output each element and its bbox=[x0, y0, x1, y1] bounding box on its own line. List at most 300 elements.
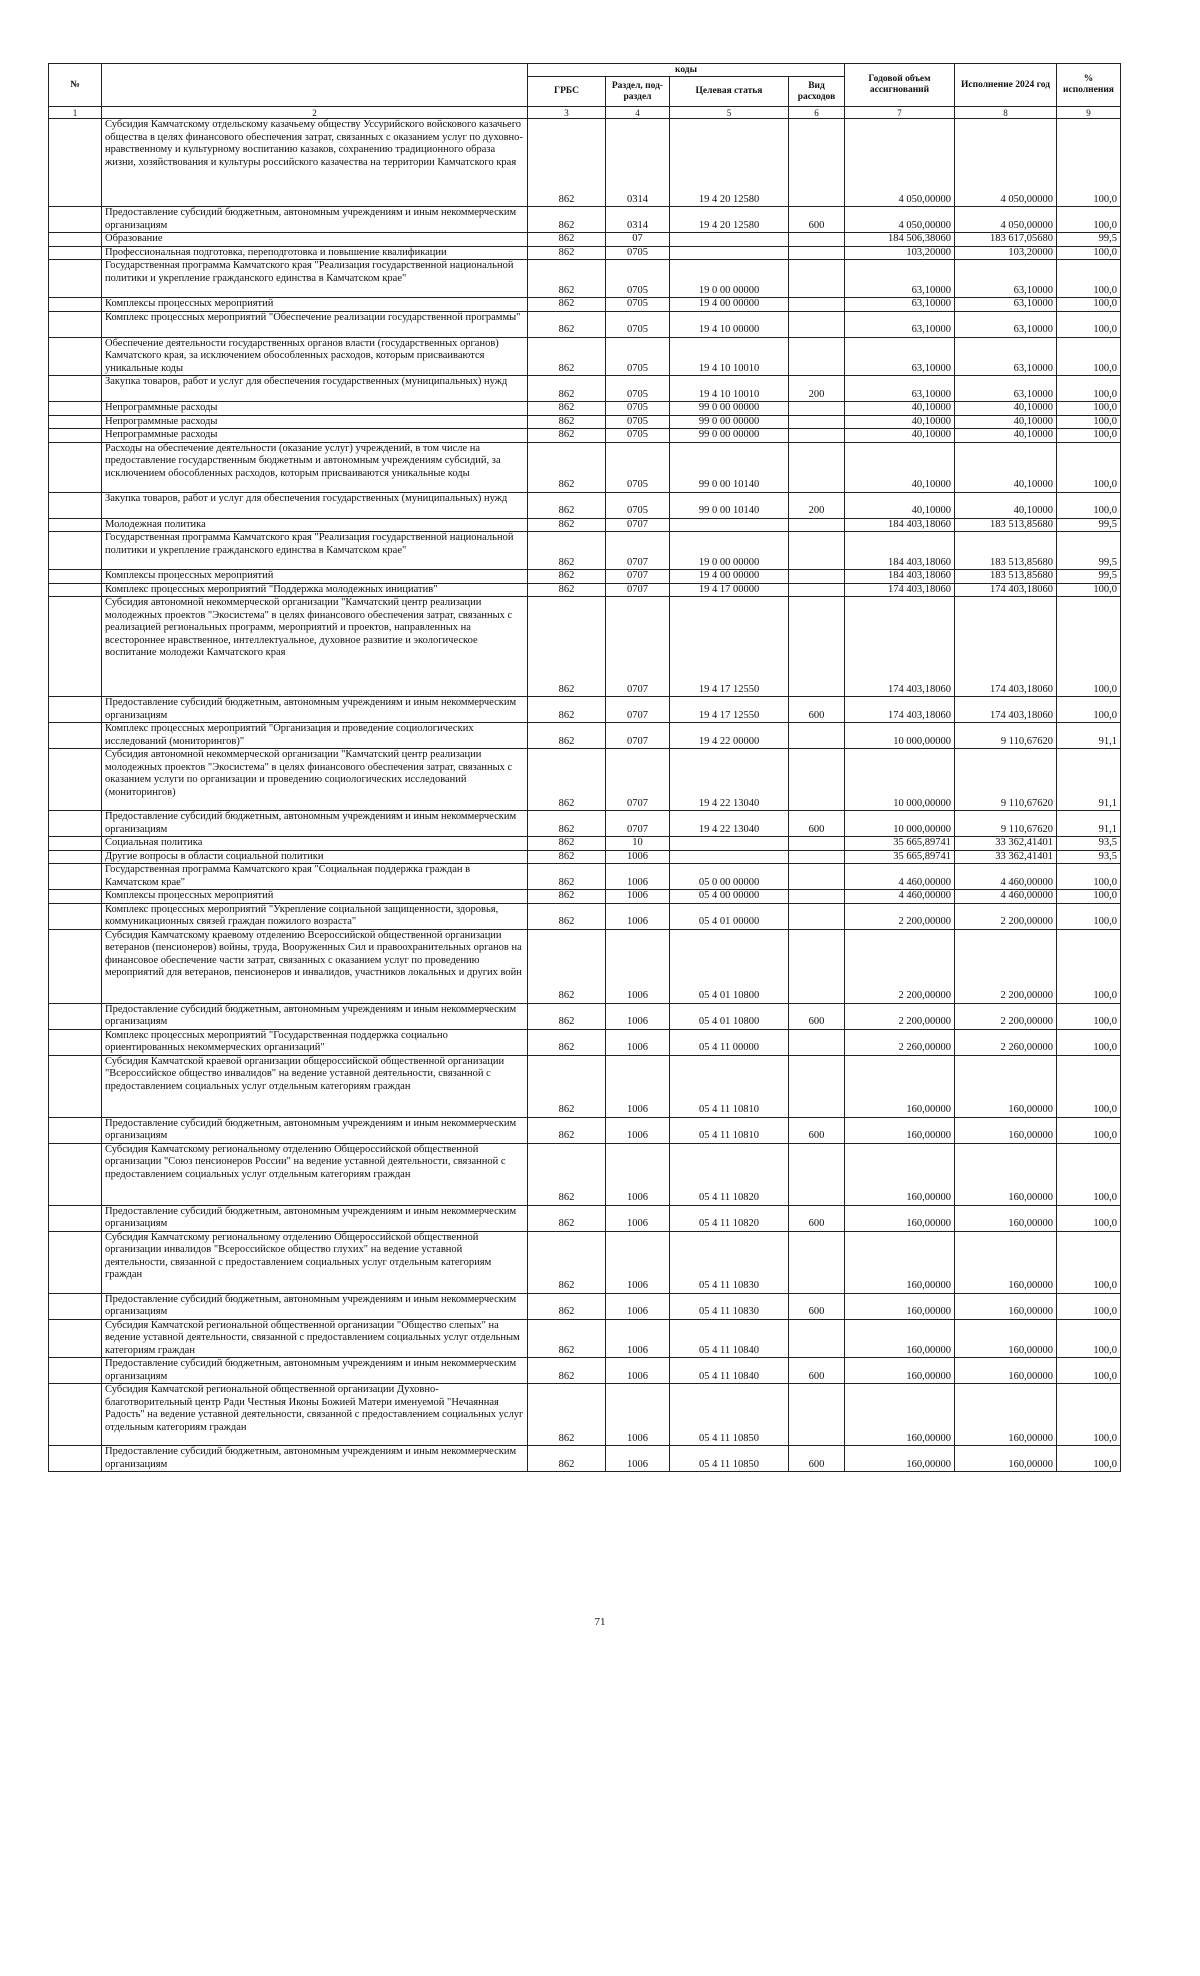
cell-grbs: 862 bbox=[528, 442, 606, 492]
cell-expense bbox=[789, 233, 845, 247]
cell-execution: 4 460,00000 bbox=[955, 864, 1057, 890]
cell-percent: 91,1 bbox=[1057, 811, 1121, 837]
cell-num bbox=[49, 1205, 102, 1231]
cell-expense bbox=[789, 597, 845, 697]
cell-section: 10 bbox=[606, 837, 670, 851]
cell-grbs: 862 bbox=[528, 1117, 606, 1143]
cell-name: Предоставление субсидий бюджетным, автономным учреждениям и иным некоммерческим организациям bbox=[102, 207, 528, 233]
cell-execution: 9 110,67620 bbox=[955, 749, 1057, 811]
cell-num bbox=[49, 260, 102, 298]
cell-name: Субсидия Камчатскому региональному отделению Общероссийской общественной организации "Союз пенсионеров России" на ведение уставной деятельности, связанной с предоставлением социальных услуг отдельным категориям граждан bbox=[102, 1143, 528, 1205]
cell-annual: 40,10000 bbox=[845, 415, 955, 429]
cell-target: 05 4 11 10840 bbox=[670, 1358, 789, 1384]
cell-num bbox=[49, 1384, 102, 1446]
cell-annual: 174 403,18060 bbox=[845, 583, 955, 597]
cell-num bbox=[49, 1293, 102, 1319]
cell-name: Обеспечение деятельности государственных органов власти (государственных органов) Камчатского края, за исключением обособленных расходов, которым присваиваются уникальные коды bbox=[102, 337, 528, 376]
cell-section: 0707 bbox=[606, 811, 670, 837]
cell-num bbox=[49, 207, 102, 233]
cell-target: 19 4 22 13040 bbox=[670, 749, 789, 811]
cell-target: 05 4 11 00000 bbox=[670, 1029, 789, 1055]
cell-percent: 93,5 bbox=[1057, 837, 1121, 851]
cell-target: 19 4 10 10010 bbox=[670, 376, 789, 402]
cell-expense: 600 bbox=[789, 1205, 845, 1231]
header-target: Целевая статья bbox=[670, 77, 789, 107]
cell-grbs: 862 bbox=[528, 311, 606, 337]
cell-grbs: 862 bbox=[528, 864, 606, 890]
cell-target: 19 4 00 00000 bbox=[670, 570, 789, 584]
cell-execution: 183 513,85680 bbox=[955, 518, 1057, 532]
cell-annual: 63,10000 bbox=[845, 260, 955, 298]
cell-expense bbox=[789, 929, 845, 1003]
cell-percent: 99,5 bbox=[1057, 532, 1121, 570]
cell-annual: 2 200,00000 bbox=[845, 903, 955, 929]
cell-name: Профессиональная подготовка, переподготовка и повышение квалификации bbox=[102, 246, 528, 260]
cell-expense: 200 bbox=[789, 492, 845, 518]
table-row bbox=[49, 246, 1121, 260]
cell-annual: 160,00000 bbox=[845, 1319, 955, 1358]
cell-target: 19 4 22 00000 bbox=[670, 723, 789, 749]
cell-percent: 100,0 bbox=[1057, 260, 1121, 298]
cell-target bbox=[670, 837, 789, 851]
table-row bbox=[49, 1319, 1121, 1358]
cell-grbs: 862 bbox=[528, 597, 606, 697]
cell-num bbox=[49, 337, 102, 376]
column-number: 1 bbox=[49, 107, 102, 119]
cell-grbs: 862 bbox=[528, 1293, 606, 1319]
cell-execution: 63,10000 bbox=[955, 311, 1057, 337]
cell-percent: 100,0 bbox=[1057, 1143, 1121, 1205]
cell-percent: 100,0 bbox=[1057, 1055, 1121, 1117]
table-row bbox=[49, 1117, 1121, 1143]
cell-num bbox=[49, 532, 102, 570]
cell-execution: 160,00000 bbox=[955, 1358, 1057, 1384]
cell-num bbox=[49, 837, 102, 851]
cell-name: Непрограммные расходы bbox=[102, 402, 528, 416]
cell-num bbox=[49, 376, 102, 402]
cell-execution: 4 460,00000 bbox=[955, 890, 1057, 904]
cell-execution: 103,20000 bbox=[955, 246, 1057, 260]
cell-section: 1006 bbox=[606, 1117, 670, 1143]
cell-target: 05 4 11 10840 bbox=[670, 1319, 789, 1358]
cell-name: Расходы на обеспечение деятельности (оказание услуг) учреждений, в том числе на предоставление государственным бюджетным и автономным учреждениям субсидий, за исключением обособленных расходов, которым присваиваются уникальные коды bbox=[102, 442, 528, 492]
cell-section: 1006 bbox=[606, 1055, 670, 1117]
cell-section: 0705 bbox=[606, 415, 670, 429]
cell-execution: 63,10000 bbox=[955, 298, 1057, 312]
cell-grbs: 862 bbox=[528, 1055, 606, 1117]
table-row bbox=[49, 697, 1121, 723]
cell-annual: 160,00000 bbox=[845, 1117, 955, 1143]
cell-expense: 600 bbox=[789, 697, 845, 723]
cell-name: Комплекс процессных мероприятий "Поддержка молодежных инициатив" bbox=[102, 583, 528, 597]
column-number: 4 bbox=[606, 107, 670, 119]
cell-expense bbox=[789, 119, 845, 207]
cell-num bbox=[49, 1358, 102, 1384]
cell-target: 05 4 01 10800 bbox=[670, 929, 789, 1003]
cell-target: 05 4 00 00000 bbox=[670, 890, 789, 904]
cell-percent: 100,0 bbox=[1057, 429, 1121, 443]
cell-target: 19 0 00 00000 bbox=[670, 532, 789, 570]
cell-percent: 100,0 bbox=[1057, 1319, 1121, 1358]
cell-expense bbox=[789, 260, 845, 298]
cell-expense bbox=[789, 1029, 845, 1055]
table-row bbox=[49, 850, 1121, 864]
cell-num bbox=[49, 518, 102, 532]
table-row bbox=[49, 570, 1121, 584]
cell-target bbox=[670, 850, 789, 864]
cell-grbs: 862 bbox=[528, 1205, 606, 1231]
table-row bbox=[49, 929, 1121, 1003]
cell-percent: 100,0 bbox=[1057, 1293, 1121, 1319]
cell-annual: 10 000,00000 bbox=[845, 811, 955, 837]
cell-name: Субсидия автономной некоммерческой организации "Камчатский центр реализации молодежных проектов "Экосистема" в целях финансового обеспечения затрат, связанных с реализацией региональных программ, мероприятий и проектов, направленных на всестороннее нравственное, интеллектуальное, духовное развитие и экологическое воспитание молодежи Камчатского края bbox=[102, 597, 528, 697]
cell-execution: 174 403,18060 bbox=[955, 597, 1057, 697]
page-number: 71 bbox=[594, 1616, 606, 1628]
cell-execution: 2 200,00000 bbox=[955, 929, 1057, 1003]
table-row bbox=[49, 260, 1121, 298]
cell-section: 0705 bbox=[606, 429, 670, 443]
cell-section: 1006 bbox=[606, 1358, 670, 1384]
cell-target: 05 0 00 00000 bbox=[670, 864, 789, 890]
table-row bbox=[49, 864, 1121, 890]
table-row bbox=[49, 1205, 1121, 1231]
cell-num bbox=[49, 583, 102, 597]
cell-section: 1006 bbox=[606, 1205, 670, 1231]
cell-annual: 4 050,00000 bbox=[845, 119, 955, 207]
cell-annual: 174 403,18060 bbox=[845, 597, 955, 697]
cell-section: 0314 bbox=[606, 207, 670, 233]
cell-name: Комплекс процессных мероприятий "Государственная поддержка социально ориентированных некоммерческих организаций" bbox=[102, 1029, 528, 1055]
cell-name: Субсидия Камчатской региональной общественной организации Духовно-благотворительный центр Ради Честныя Иконы Божией Матери именуемой "Нечаянная Радость" на ведение уставной деятельности, связанной с предоставлением социальных услуг отдельным категориям граждан bbox=[102, 1384, 528, 1446]
cell-percent: 100,0 bbox=[1057, 597, 1121, 697]
cell-target: 19 4 22 13040 bbox=[670, 811, 789, 837]
cell-annual: 4 460,00000 bbox=[845, 864, 955, 890]
cell-target: 19 0 00 00000 bbox=[670, 260, 789, 298]
cell-percent: 100,0 bbox=[1057, 311, 1121, 337]
column-number: 8 bbox=[955, 107, 1057, 119]
table-row bbox=[49, 429, 1121, 443]
cell-grbs: 862 bbox=[528, 532, 606, 570]
cell-execution: 2 200,00000 bbox=[955, 1003, 1057, 1029]
table-row bbox=[49, 903, 1121, 929]
cell-execution: 63,10000 bbox=[955, 337, 1057, 376]
cell-annual: 2 200,00000 bbox=[845, 1003, 955, 1029]
cell-section: 1006 bbox=[606, 929, 670, 1003]
cell-percent: 100,0 bbox=[1057, 1384, 1121, 1446]
cell-grbs: 862 bbox=[528, 1384, 606, 1446]
cell-annual: 35 665,89741 bbox=[845, 850, 955, 864]
cell-name: Субсидия Камчатскому краевому отделению Всероссийской общественной организации ветеранов (пенсионеров) войны, труда, Вооруженных Сил и правоохранительных органов на финансовое обеспечение части затрат, связанных с оказанием услуг по проведению мероприятий для ветеранов, пенсионеров и инвалидов, участников локальных и других войн bbox=[102, 929, 528, 1003]
cell-grbs: 862 bbox=[528, 1319, 606, 1358]
cell-name: Комплексы процессных мероприятий bbox=[102, 890, 528, 904]
cell-grbs: 862 bbox=[528, 207, 606, 233]
cell-expense bbox=[789, 1143, 845, 1205]
cell-section: 0705 bbox=[606, 246, 670, 260]
cell-section: 1006 bbox=[606, 864, 670, 890]
cell-target: 19 4 10 00000 bbox=[670, 311, 789, 337]
cell-annual: 10 000,00000 bbox=[845, 749, 955, 811]
table-body bbox=[49, 119, 1121, 1472]
cell-execution: 40,10000 bbox=[955, 415, 1057, 429]
cell-expense bbox=[789, 723, 845, 749]
cell-annual: 63,10000 bbox=[845, 376, 955, 402]
cell-execution: 63,10000 bbox=[955, 376, 1057, 402]
cell-execution: 183 513,85680 bbox=[955, 570, 1057, 584]
cell-target: 99 0 00 00000 bbox=[670, 402, 789, 416]
cell-expense bbox=[789, 298, 845, 312]
cell-percent: 100,0 bbox=[1057, 1358, 1121, 1384]
table-row bbox=[49, 337, 1121, 376]
cell-section: 1006 bbox=[606, 850, 670, 864]
cell-grbs: 862 bbox=[528, 1231, 606, 1293]
cell-percent: 100,0 bbox=[1057, 402, 1121, 416]
cell-grbs: 862 bbox=[528, 749, 606, 811]
cell-percent: 100,0 bbox=[1057, 583, 1121, 597]
cell-grbs: 862 bbox=[528, 492, 606, 518]
cell-name: Предоставление субсидий бюджетным, автономным учреждениям и иным некоммерческим организациям bbox=[102, 1446, 528, 1472]
cell-annual: 174 403,18060 bbox=[845, 697, 955, 723]
cell-percent: 100,0 bbox=[1057, 207, 1121, 233]
cell-percent: 91,1 bbox=[1057, 723, 1121, 749]
cell-execution: 183 513,85680 bbox=[955, 532, 1057, 570]
cell-name: Субсидия Камчатскому отдельскому казачьему обществу Уссурийского войскового казачьего общества в целях финансового обеспечения затрат, связанных с оказанием услуг по духовно-нравственному и культурному воспитанию казаков, сохранению традиционного образа жизни, хозяйствования и культуры российского казачества на территории Камчатского края bbox=[102, 119, 528, 207]
column-number: 9 bbox=[1057, 107, 1121, 119]
cell-target: 05 4 11 10850 bbox=[670, 1446, 789, 1472]
table-row bbox=[49, 890, 1121, 904]
cell-annual: 184 506,38060 bbox=[845, 233, 955, 247]
cell-name: Социальная политика bbox=[102, 837, 528, 851]
cell-grbs: 862 bbox=[528, 903, 606, 929]
cell-num bbox=[49, 597, 102, 697]
table-row bbox=[49, 1029, 1121, 1055]
cell-num bbox=[49, 929, 102, 1003]
cell-name: Субсидия Камчатской региональной общественной организации "Общество слепых" на ведение уставной деятельности, связанной с предоставлением социальных услуг отдельным категориям граждан bbox=[102, 1319, 528, 1358]
cell-name: Молодежная политика bbox=[102, 518, 528, 532]
cell-expense: 600 bbox=[789, 811, 845, 837]
cell-annual: 63,10000 bbox=[845, 337, 955, 376]
cell-section: 0705 bbox=[606, 402, 670, 416]
header-grbs: ГРБС bbox=[528, 77, 606, 107]
cell-expense bbox=[789, 749, 845, 811]
cell-num bbox=[49, 492, 102, 518]
cell-target: 05 4 11 10830 bbox=[670, 1231, 789, 1293]
cell-annual: 160,00000 bbox=[845, 1055, 955, 1117]
cell-section: 0707 bbox=[606, 723, 670, 749]
cell-section: 0705 bbox=[606, 492, 670, 518]
cell-grbs: 862 bbox=[528, 233, 606, 247]
table-row bbox=[49, 415, 1121, 429]
cell-target: 99 0 00 00000 bbox=[670, 415, 789, 429]
cell-expense bbox=[789, 864, 845, 890]
cell-target: 19 4 17 12550 bbox=[670, 597, 789, 697]
cell-section: 07 bbox=[606, 233, 670, 247]
cell-grbs: 862 bbox=[528, 1029, 606, 1055]
cell-grbs: 862 bbox=[528, 1358, 606, 1384]
cell-grbs: 862 bbox=[528, 850, 606, 864]
header-name-blank bbox=[102, 64, 528, 107]
cell-name: Комплексы процессных мероприятий bbox=[102, 298, 528, 312]
cell-grbs: 862 bbox=[528, 1143, 606, 1205]
cell-execution: 183 617,05680 bbox=[955, 233, 1057, 247]
cell-name: Предоставление субсидий бюджетным, автономным учреждениям и иным некоммерческим организациям bbox=[102, 1003, 528, 1029]
cell-percent: 100,0 bbox=[1057, 1029, 1121, 1055]
cell-num bbox=[49, 311, 102, 337]
header-num: № bbox=[49, 64, 102, 107]
table-row bbox=[49, 583, 1121, 597]
cell-grbs: 862 bbox=[528, 376, 606, 402]
cell-percent: 100,0 bbox=[1057, 929, 1121, 1003]
cell-num bbox=[49, 442, 102, 492]
cell-name: Государственная программа Камчатского края "Реализация государственной национальной политики и укрепление гражданского единства в Камчатском крае" bbox=[102, 260, 528, 298]
header-section: Раздел, под-раздел bbox=[606, 77, 670, 107]
cell-num bbox=[49, 298, 102, 312]
cell-target: 05 4 11 10820 bbox=[670, 1205, 789, 1231]
cell-expense bbox=[789, 570, 845, 584]
cell-percent: 100,0 bbox=[1057, 1003, 1121, 1029]
cell-execution: 160,00000 bbox=[955, 1446, 1057, 1472]
cell-name: Субсидия Камчатскому региональному отделению Общероссийской общественной организации инвалидов "Всероссийское общество глухих" на ведение уставной деятельности, связанной с предоставлением социальных услуг отдельным категориям граждан bbox=[102, 1231, 528, 1293]
cell-grbs: 862 bbox=[528, 570, 606, 584]
table-row bbox=[49, 811, 1121, 837]
cell-execution: 40,10000 bbox=[955, 429, 1057, 443]
cell-expense: 600 bbox=[789, 1117, 845, 1143]
cell-target: 05 4 11 10830 bbox=[670, 1293, 789, 1319]
cell-grbs: 862 bbox=[528, 518, 606, 532]
table-row bbox=[49, 402, 1121, 416]
cell-percent: 100,0 bbox=[1057, 442, 1121, 492]
cell-grbs: 862 bbox=[528, 246, 606, 260]
cell-execution: 160,00000 bbox=[955, 1231, 1057, 1293]
cell-target bbox=[670, 233, 789, 247]
column-number: 7 bbox=[845, 107, 955, 119]
cell-section: 0707 bbox=[606, 597, 670, 697]
column-number: 6 bbox=[789, 107, 845, 119]
cell-execution: 160,00000 bbox=[955, 1143, 1057, 1205]
cell-grbs: 862 bbox=[528, 119, 606, 207]
cell-annual: 160,00000 bbox=[845, 1358, 955, 1384]
table-row bbox=[49, 492, 1121, 518]
cell-section: 1006 bbox=[606, 1384, 670, 1446]
cell-execution: 2 260,00000 bbox=[955, 1029, 1057, 1055]
cell-name: Субсидия автономной некоммерческой организации "Камчатский центр реализации молодежных проектов "Экосистема" в целях финансового обеспечения затрат, связанных с оказанием услуги по организации и проведению социологических исследований (мониторингов) bbox=[102, 749, 528, 811]
cell-expense bbox=[789, 402, 845, 416]
header-percent: % исполнения bbox=[1057, 64, 1121, 107]
cell-name: Субсидия Камчатской краевой организации общероссийской общественной организации "Всероссийское общество инвалидов" на ведение уставной деятельности, связанной с предоставлением социальных услуг отдельным категориям граждан bbox=[102, 1055, 528, 1117]
cell-annual: 4 050,00000 bbox=[845, 207, 955, 233]
cell-execution: 160,00000 bbox=[955, 1319, 1057, 1358]
cell-percent: 100,0 bbox=[1057, 337, 1121, 376]
cell-num bbox=[49, 570, 102, 584]
cell-section: 0707 bbox=[606, 749, 670, 811]
table-row bbox=[49, 723, 1121, 749]
cell-num bbox=[49, 811, 102, 837]
cell-grbs: 862 bbox=[528, 337, 606, 376]
cell-annual: 184 403,18060 bbox=[845, 532, 955, 570]
cell-annual: 160,00000 bbox=[845, 1231, 955, 1293]
cell-num bbox=[49, 723, 102, 749]
budget-execution-table bbox=[48, 63, 1121, 1472]
column-number: 2 bbox=[102, 107, 528, 119]
cell-annual: 160,00000 bbox=[845, 1384, 955, 1446]
cell-percent: 100,0 bbox=[1057, 890, 1121, 904]
cell-num bbox=[49, 850, 102, 864]
cell-target: 05 4 11 10810 bbox=[670, 1055, 789, 1117]
cell-annual: 40,10000 bbox=[845, 429, 955, 443]
cell-section: 0707 bbox=[606, 532, 670, 570]
budget-table-sheet bbox=[48, 63, 1120, 1472]
column-number-row bbox=[49, 107, 1121, 119]
cell-grbs: 862 bbox=[528, 583, 606, 597]
cell-percent: 100,0 bbox=[1057, 1231, 1121, 1293]
table-row bbox=[49, 1143, 1121, 1205]
table-row bbox=[49, 597, 1121, 697]
cell-name: Предоставление субсидий бюджетным, автономным учреждениям и иным некоммерческим организациям bbox=[102, 1117, 528, 1143]
cell-num bbox=[49, 1446, 102, 1472]
cell-execution: 174 403,18060 bbox=[955, 583, 1057, 597]
cell-name: Предоставление субсидий бюджетным, автономным учреждениям и иным некоммерческим организациям bbox=[102, 1205, 528, 1231]
table-row bbox=[49, 442, 1121, 492]
cell-expense bbox=[789, 246, 845, 260]
cell-annual: 40,10000 bbox=[845, 442, 955, 492]
cell-num bbox=[49, 1231, 102, 1293]
cell-section: 1006 bbox=[606, 903, 670, 929]
cell-num bbox=[49, 1319, 102, 1358]
cell-grbs: 862 bbox=[528, 811, 606, 837]
cell-annual: 63,10000 bbox=[845, 298, 955, 312]
cell-num bbox=[49, 1117, 102, 1143]
cell-execution: 160,00000 bbox=[955, 1117, 1057, 1143]
cell-num bbox=[49, 246, 102, 260]
cell-num bbox=[49, 233, 102, 247]
cell-percent: 100,0 bbox=[1057, 298, 1121, 312]
cell-name: Непрограммные расходы bbox=[102, 429, 528, 443]
cell-name: Образование bbox=[102, 233, 528, 247]
cell-target: 19 4 10 10010 bbox=[670, 337, 789, 376]
cell-target: 19 4 00 00000 bbox=[670, 298, 789, 312]
cell-name: Закупка товаров, работ и услуг для обеспечения государственных (муниципальных) нужд bbox=[102, 376, 528, 402]
cell-grbs: 862 bbox=[528, 298, 606, 312]
cell-section: 1006 bbox=[606, 1029, 670, 1055]
table-row bbox=[49, 1384, 1121, 1446]
cell-annual: 4 460,00000 bbox=[845, 890, 955, 904]
cell-grbs: 862 bbox=[528, 402, 606, 416]
cell-name: Предоставление субсидий бюджетным, автономным учреждениям и иным некоммерческим организациям bbox=[102, 1293, 528, 1319]
column-number: 5 bbox=[670, 107, 789, 119]
cell-section: 0707 bbox=[606, 583, 670, 597]
cell-target: 19 4 17 12550 bbox=[670, 697, 789, 723]
cell-expense bbox=[789, 850, 845, 864]
cell-expense bbox=[789, 903, 845, 929]
cell-section: 1006 bbox=[606, 1231, 670, 1293]
table-row bbox=[49, 749, 1121, 811]
cell-expense bbox=[789, 890, 845, 904]
cell-execution: 33 362,41401 bbox=[955, 850, 1057, 864]
cell-num bbox=[49, 415, 102, 429]
cell-num bbox=[49, 1143, 102, 1205]
cell-name: Комплекс процессных мероприятий "Организация и проведение социологических исследований (мониторингов)" bbox=[102, 723, 528, 749]
cell-section: 1006 bbox=[606, 1446, 670, 1472]
cell-num bbox=[49, 903, 102, 929]
table-row bbox=[49, 532, 1121, 570]
cell-section: 0707 bbox=[606, 570, 670, 584]
cell-name: Непрограммные расходы bbox=[102, 415, 528, 429]
cell-grbs: 862 bbox=[528, 697, 606, 723]
cell-execution: 9 110,67620 bbox=[955, 811, 1057, 837]
column-number: 3 bbox=[528, 107, 606, 119]
cell-target bbox=[670, 518, 789, 532]
cell-annual: 63,10000 bbox=[845, 311, 955, 337]
cell-grbs: 862 bbox=[528, 929, 606, 1003]
